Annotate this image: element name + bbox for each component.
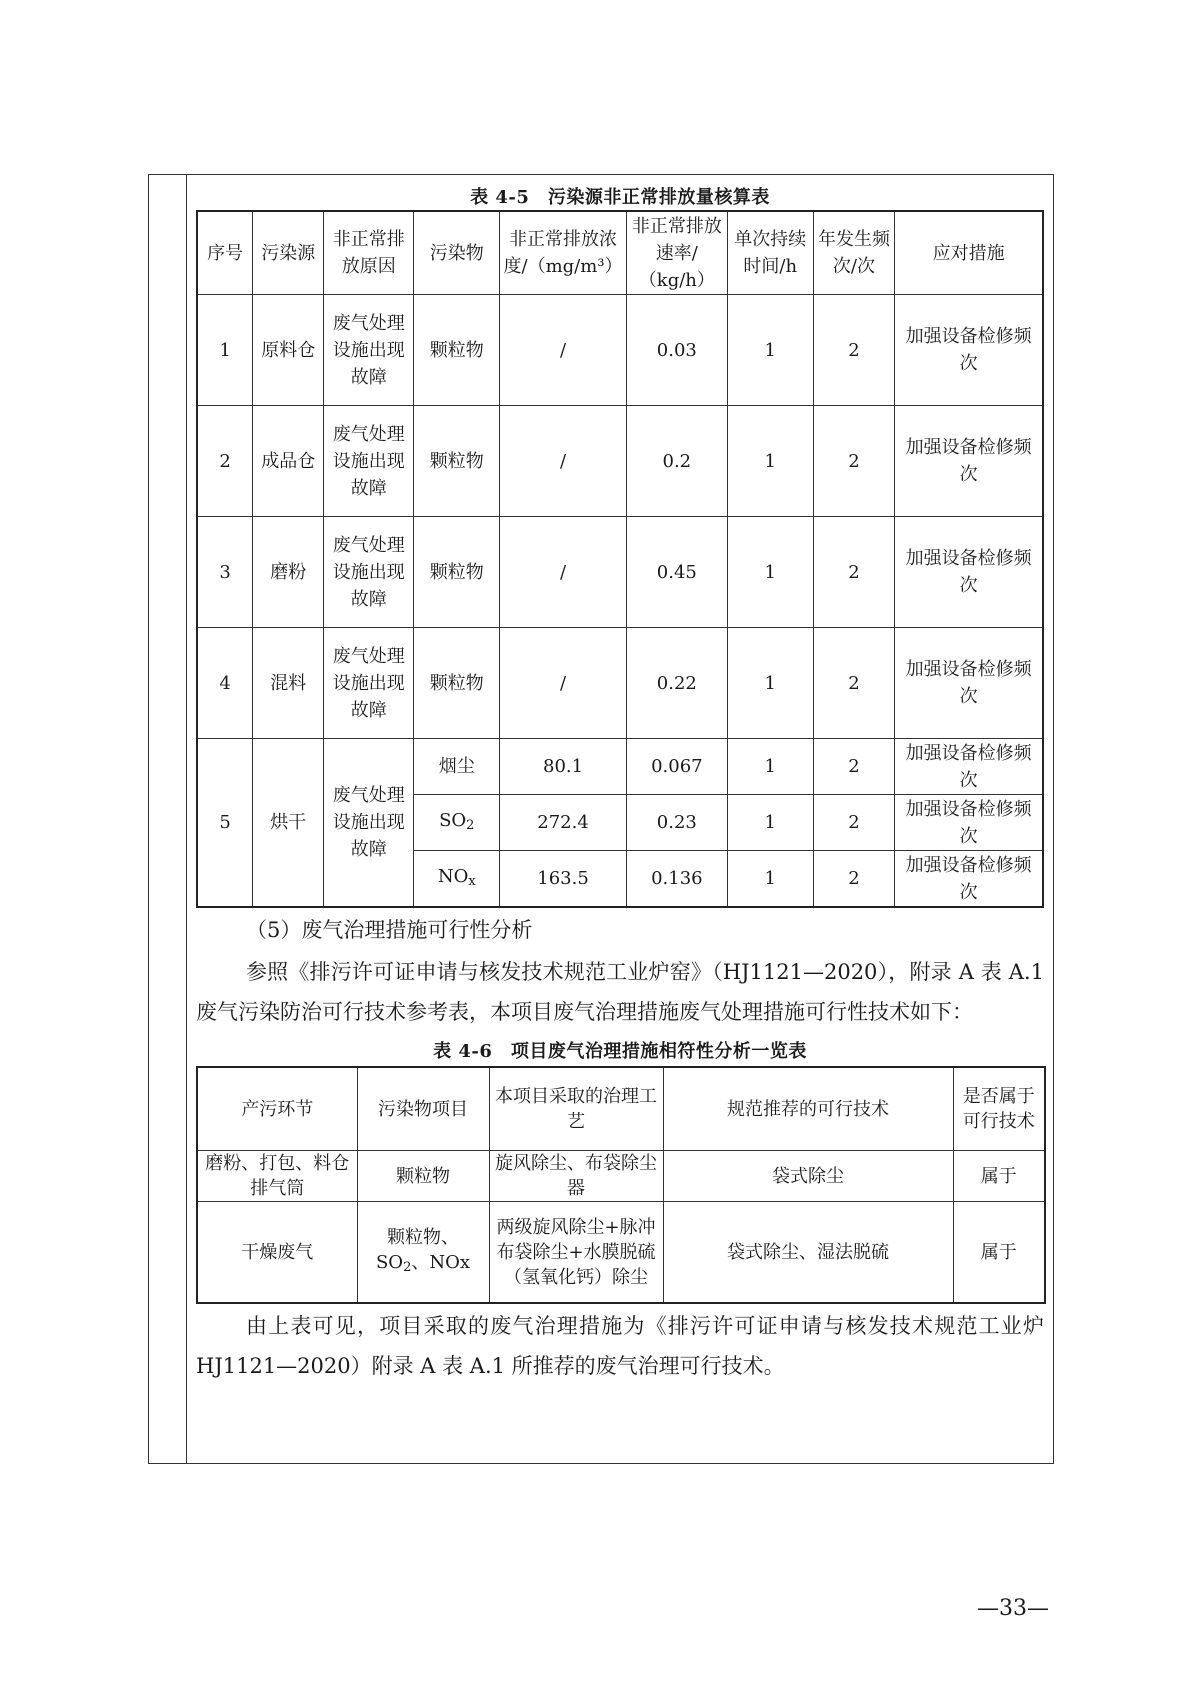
cell-measure: 加强设备检修频次: [895, 628, 1043, 739]
table-row: [197, 517, 1043, 628]
header-measure: 应对措施: [895, 211, 1043, 295]
cell-source: 成品仓: [253, 406, 324, 517]
cell-pollutant: 颗粒物: [414, 406, 500, 517]
header-seq: 序号: [197, 211, 253, 295]
header-process: 本项目采取的治理工艺: [489, 1067, 663, 1151]
table-row: [197, 295, 1043, 406]
paragraph-2: 由上表可见，项目采取的废气治理措施为《排污许可证申请与核发技术规范工业炉 HJ1121—2020）附录 A 表 A.1 所推荐的废气治理可行技术。: [196, 1314, 1044, 1378]
cell-rate: 0.23: [626, 795, 727, 851]
cell-rate: 0.22: [626, 628, 727, 739]
cell-seq: 3: [197, 517, 253, 628]
cell-concentration: /: [500, 628, 627, 739]
page-content: [196, 186, 1044, 1386]
cell-concentration: 272.4: [500, 795, 627, 851]
cell-stage: 干燥废气: [197, 1202, 357, 1304]
cell-source: 磨粉: [253, 517, 324, 628]
cell-measure: 加强设备检修频次: [895, 851, 1043, 908]
cell-source: 原料仓: [253, 295, 324, 406]
cell-duration: 1: [727, 739, 813, 795]
header-reason: 非正常排放原因: [324, 211, 414, 295]
cell-seq: 2: [197, 406, 253, 517]
cell-feasible: 属于: [953, 1151, 1045, 1202]
cell-concentration: 163.5: [500, 851, 627, 908]
cell-measure: 加强设备检修频次: [895, 295, 1043, 406]
cell-frequency: 2: [813, 851, 895, 908]
cell-reason: 废气处理设施出现故障: [324, 295, 414, 406]
cell-concentration: /: [500, 406, 627, 517]
cell-pollutant: 颗粒物: [414, 517, 500, 628]
cell-frequency: 2: [813, 517, 895, 628]
cell-process: 两级旋风除尘+脉冲布袋除尘+水膜脱硫（氢氧化钙）除尘: [489, 1202, 663, 1304]
pollutant-subscript: x: [468, 873, 476, 889]
cell-pollutant: [414, 851, 500, 908]
item-prefix: 颗粒物、: [387, 1226, 459, 1248]
header-source: 污染源: [253, 211, 324, 295]
table-row: [197, 1151, 1045, 1202]
cell-reason: 废气处理设施出现故障: [324, 628, 414, 739]
cell-pollutant: [414, 795, 500, 851]
cell-duration: 1: [727, 795, 813, 851]
header-stage: 产污环节: [197, 1067, 357, 1151]
cell-reason: 废气处理设施出现故障: [324, 739, 414, 908]
cell-recommended: 袋式除尘: [663, 1151, 953, 1202]
cell-duration: 1: [727, 406, 813, 517]
cell-pollutant: 烟尘: [414, 739, 500, 795]
cell-frequency: 2: [813, 295, 895, 406]
item-suffix: 、NOx: [411, 1251, 471, 1273]
cell-reason: 废气处理设施出现故障: [324, 517, 414, 628]
cell-rate: 0.03: [626, 295, 727, 406]
table-row: [197, 739, 1043, 795]
paragraph-1: 参照《排污许可证申请与核发技术规范工业炉窑》（HJ1121—2020），附录 A 表 A.1 废气污染防治可行技术参考表，本项目废气治理措施废气处理措施可行性技术如下：: [196, 960, 1044, 1024]
cell-item: [357, 1202, 489, 1304]
table-row: [197, 628, 1043, 739]
item-so: SO: [375, 1251, 404, 1273]
header-item: 污染物项目: [357, 1067, 489, 1151]
cell-concentration: 80.1: [500, 739, 627, 795]
cell-feasible: 属于: [953, 1202, 1045, 1304]
cell-rate: 0.45: [626, 517, 727, 628]
cell-seq: 5: [197, 739, 253, 908]
cell-source: 烘干: [253, 739, 324, 908]
cell-measure: 加强设备检修频次: [895, 406, 1043, 517]
cell-measure: 加强设备检修频次: [895, 739, 1043, 795]
cell-source: 混料: [253, 628, 324, 739]
header-rate: 非正常排放速率/（kg/h）: [626, 211, 727, 295]
cell-recommended: 袋式除尘、湿法脱硫: [663, 1202, 953, 1304]
cell-stage: 磨粉、打包、料仓排气筒: [197, 1151, 357, 1202]
cell-duration: 1: [727, 517, 813, 628]
pollutant-main: NO: [437, 865, 469, 887]
table-4-6: [196, 1066, 1046, 1304]
header-pollutant: 污染物: [414, 211, 500, 295]
cell-measure: 加强设备检修频次: [895, 517, 1043, 628]
cell-concentration: /: [500, 295, 627, 406]
cell-process: 旋风除尘、布袋除尘器: [489, 1151, 663, 1202]
header-recommended: 规范推荐的可行技术: [663, 1067, 953, 1151]
cell-duration: 1: [727, 628, 813, 739]
header-frequency: 年发生频次/次: [813, 211, 895, 295]
cell-rate: 0.2: [626, 406, 727, 517]
cell-frequency: 2: [813, 406, 895, 517]
cell-rate: 0.136: [626, 851, 727, 908]
cell-seq: 1: [197, 295, 253, 406]
cell-frequency: 2: [813, 795, 895, 851]
section-title: （5）废气治理措施可行性分析: [246, 918, 533, 942]
table-4-6-caption: 表 4-6 项目废气治理措施相符性分析一览表: [433, 1041, 807, 1062]
cell-reason: 废气处理设施出现故障: [324, 406, 414, 517]
table-row: [197, 1202, 1045, 1304]
cell-measure: 加强设备检修频次: [895, 795, 1043, 851]
cell-duration: 1: [727, 851, 813, 908]
table-row: [197, 406, 1043, 517]
page-number: —33—: [977, 1596, 1049, 1621]
item-so-subscript: 2: [403, 1259, 412, 1275]
header-duration: 单次持续时间/h: [727, 211, 813, 295]
cell-concentration: /: [500, 517, 627, 628]
cell-rate: 0.067: [626, 739, 727, 795]
frame-divider: [186, 174, 187, 1464]
header-concentration: 非正常排放浓度/（mg/m³）: [500, 211, 627, 295]
cell-pollutant: 颗粒物: [414, 628, 500, 739]
cell-frequency: 2: [813, 628, 895, 739]
pollutant-subscript: 2: [466, 817, 475, 833]
cell-seq: 4: [197, 628, 253, 739]
table-4-5-caption: 表 4-5 污染源非正常排放量核算表: [470, 187, 770, 208]
table-4-5: [196, 210, 1044, 908]
cell-duration: 1: [727, 295, 813, 406]
pollutant-main: SO: [439, 809, 467, 831]
header-feasible: 是否属于可行技术: [953, 1067, 1045, 1151]
cell-item: 颗粒物: [357, 1151, 489, 1202]
cell-frequency: 2: [813, 739, 895, 795]
cell-pollutant: 颗粒物: [414, 295, 500, 406]
